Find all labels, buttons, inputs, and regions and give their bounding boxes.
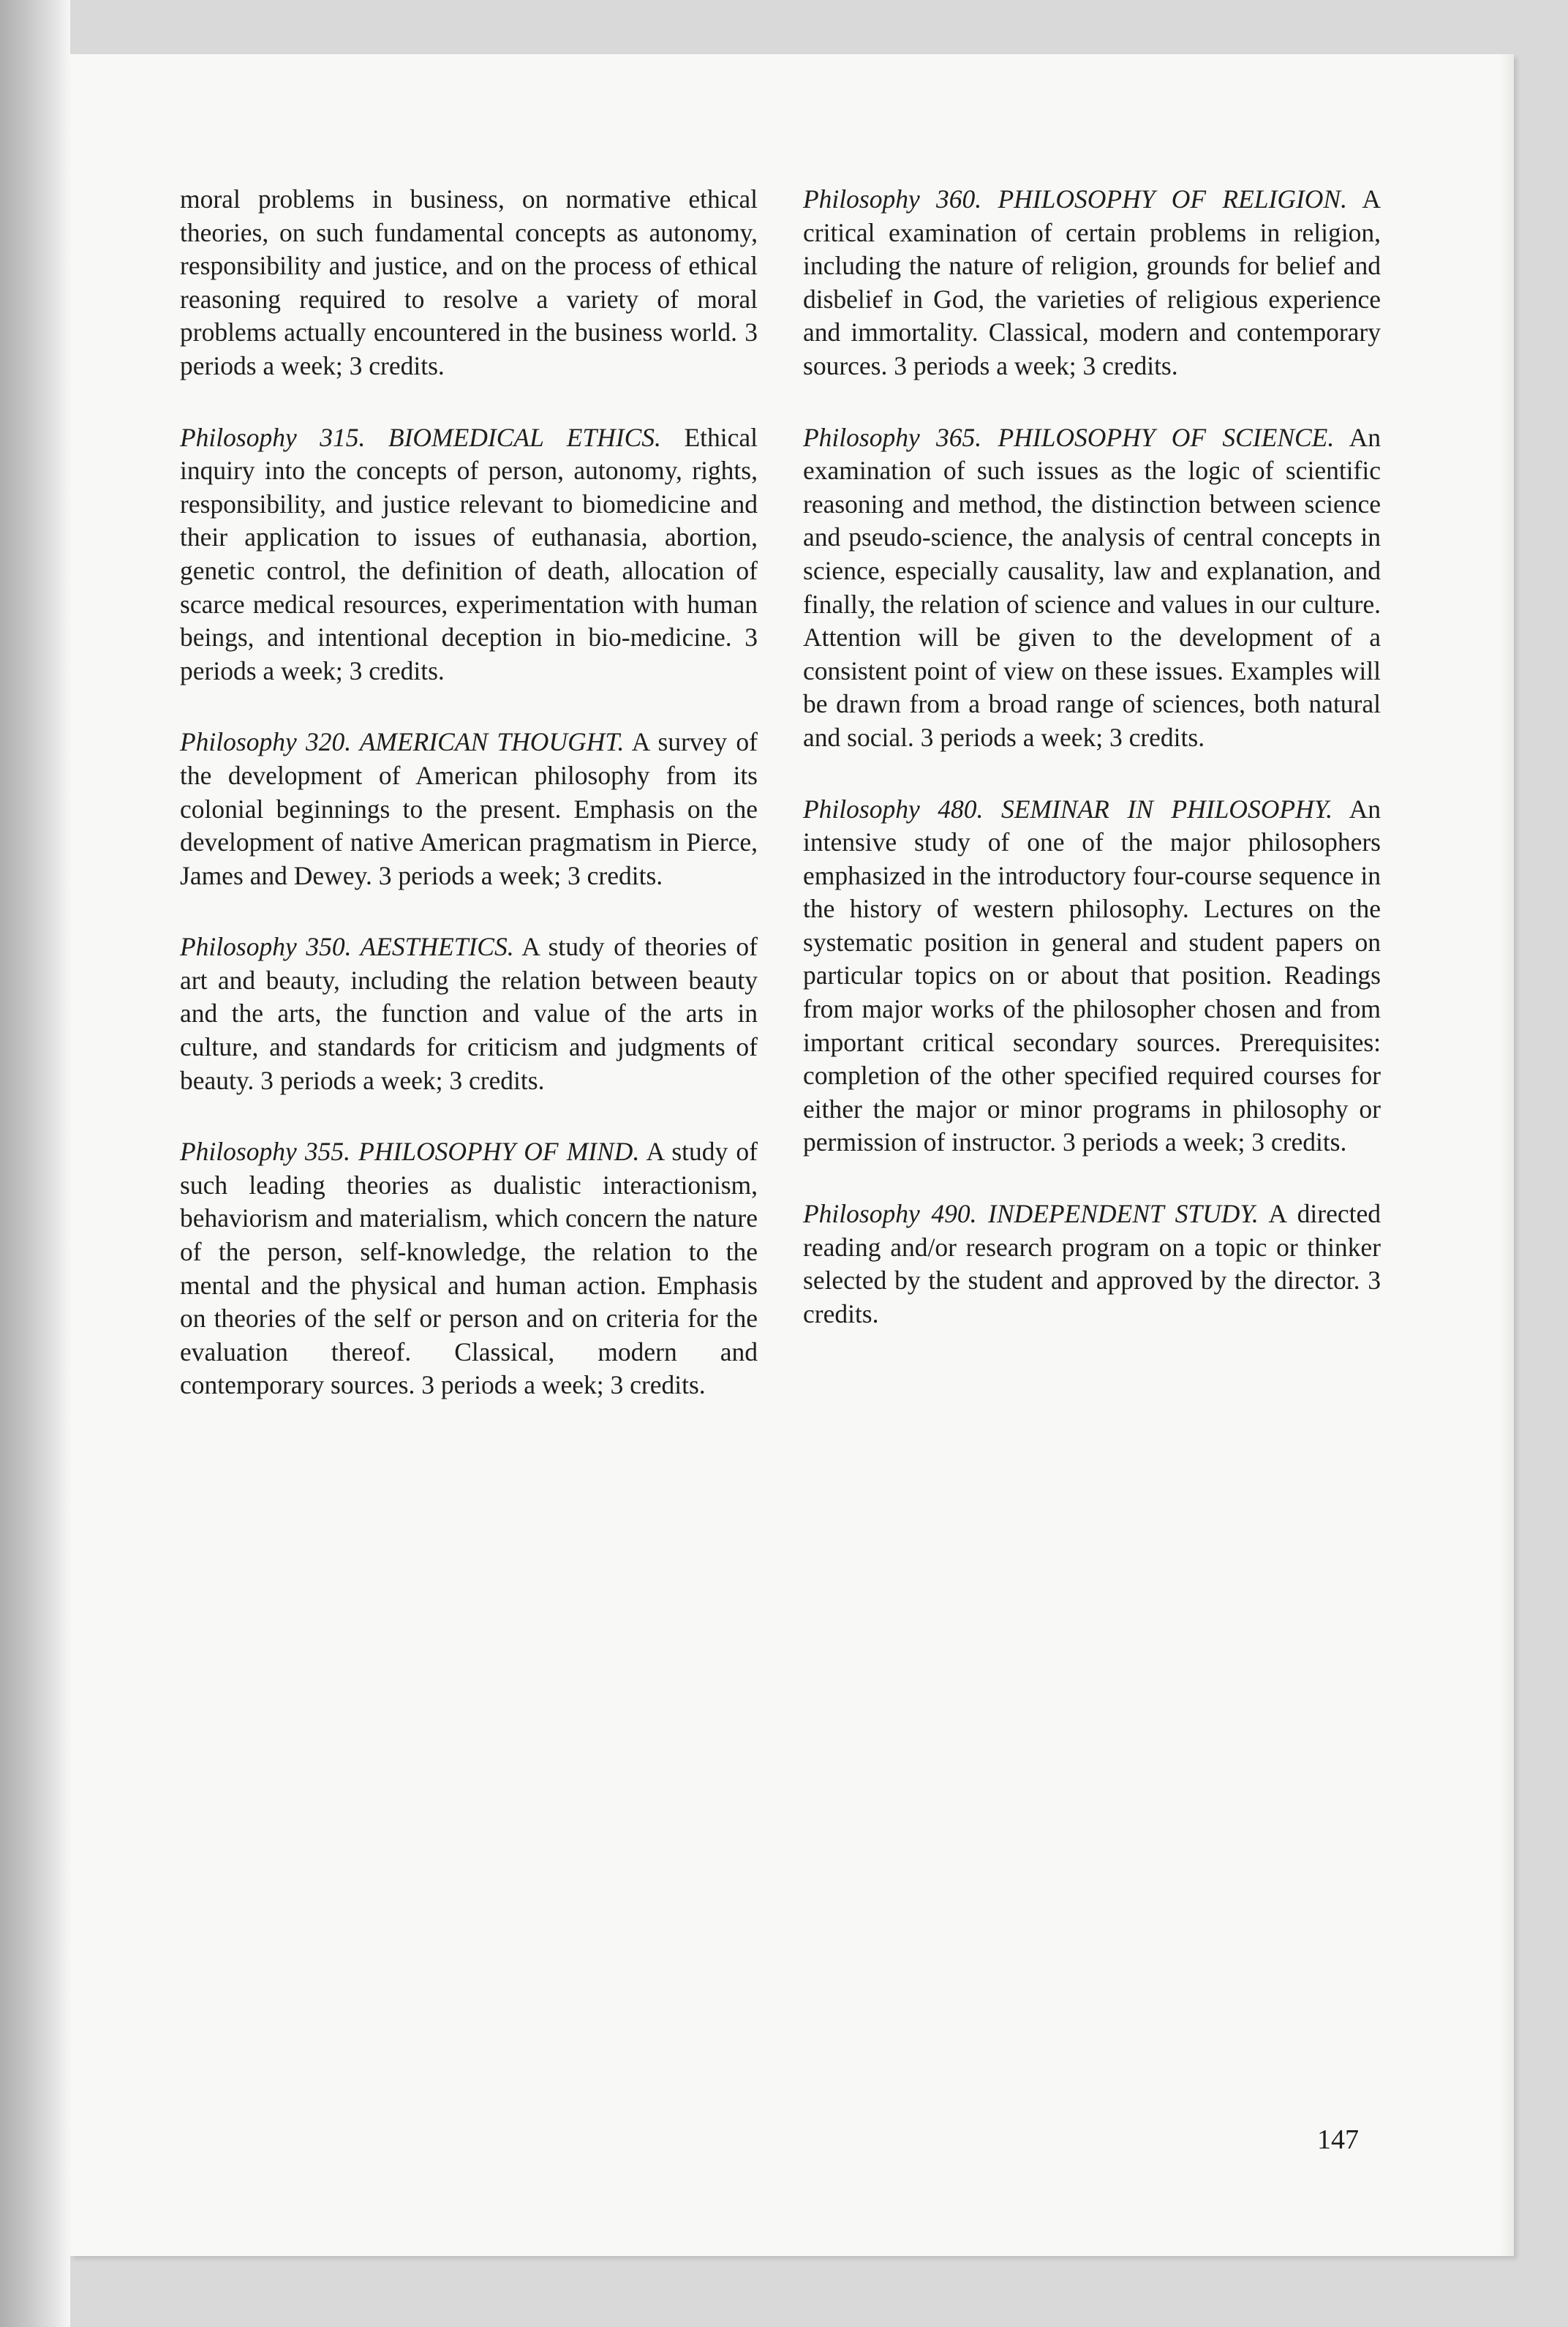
catalog-page (70, 54, 1514, 2256)
course-description: An examination of such issues as the logic of scientific reasoning and method, the distinction between science and pseudo-science, the analysis of central concepts in science, especially causality, law and explanation, and finally, the relation of science and values in our culture. Attention will be given to the development of a consistent point of view on these issues. Examples will be drawn from a broad range of sciences, both natural and social. 3 periods a week; 3 credits. (803, 422, 1381, 752)
course-heading: Philosophy 365. PHILOSOPHY OF SCIENCE. (803, 422, 1335, 452)
course-entry-315 (180, 421, 758, 688)
course-description: moral problems in business, on normative ethical theories, on such fundamental concepts as autonomy, responsibility and justice, and on the process of ethical reasoning required to resolve a variety of moral problems actually encountered in the business world. 3 periods a week; 3 credits. (180, 184, 758, 380)
page-edge (1499, 54, 1514, 2256)
course-entry-continued (180, 183, 758, 383)
course-entry-320 (180, 726, 758, 892)
course-description: A critical examination of certain problems in religion, including the nature of religion, grounds for belief and disbelief in God, the varieties of religious experience and immortality. Classical, modern and contemporary sources. 3 periods a week; 3 credits. (803, 184, 1381, 380)
course-heading: Philosophy 320. AMERICAN THOUGHT. (180, 727, 625, 757)
course-entry-365 (803, 421, 1381, 755)
course-heading: Philosophy 360. PHILOSOPHY OF RELIGION. (803, 184, 1347, 214)
course-entry-360 (803, 183, 1381, 383)
course-description: A study of such leading theories as dualistic interactionism, behaviorism and materialism, which concern the nature of the person, self-knowledge, the relation to the mental and the physical and human action. Emphasis on theories of the self or person and on criteria for the evaluation thereof. Classical, modern and contemporary sources. 3 periods a week; 3 credits. (180, 1137, 758, 1400)
course-heading: Philosophy 355. PHILOSOPHY OF MIND. (180, 1137, 640, 1167)
book-binding-shadow (0, 0, 70, 2327)
course-entry-350 (180, 931, 758, 1097)
course-entry-490 (803, 1198, 1381, 1331)
course-heading: Philosophy 480. SEMINAR IN PHILOSOPHY. (803, 794, 1333, 824)
course-heading: Philosophy 350. AESTHETICS. (180, 932, 514, 962)
course-heading: Philosophy 490. INDEPENDENT STUDY. (803, 1199, 1259, 1229)
left-column (180, 183, 758, 1440)
course-description: Ethical inquiry into the concepts of person, autonomy, rights, responsibility, and justice relevant to biomedicine and their application to issues of euthanasia, abortion, genetic control, the definition of death, allocation of scarce medical resources, experimentation with human beings, and intentional deception in bio-medicine. 3 periods a week; 3 credits. (180, 422, 758, 685)
course-description: An intensive study of one of the major philosophers emphasized in the introductory four-course sequence in the history of western philosophy. Lectures on the systematic position in general and student papers on particular topics on or about that position. Readings from major works of the philosopher chosen and from important critical secondary sources. Prerequisites: completion of the other specified required courses for either the major or minor programs in philosophy or permission of instructor. 3 periods a week; 3 credits. (803, 794, 1381, 1157)
course-description: A study of theories of art and beauty, including the relation between beauty and the arts, the function and value of the arts in culture, and standards for criticism and judgments of beauty. 3 periods a week; 3 credits. (180, 932, 758, 1095)
course-description: A survey of the development of American philosophy from its colonial beginnings to the present. Emphasis on the development of native American pragmatism in Pierce, James and Dewey. 3 periods a week; 3 credits. (180, 727, 758, 890)
page-number: 147 (1317, 2124, 1359, 2155)
course-entry-480 (803, 793, 1381, 1160)
course-entry-355 (180, 1135, 758, 1402)
right-column (803, 183, 1381, 1369)
course-description: A directed reading and/or research program on a topic or thinker selected by the student and approved by the director. 3 credits. (803, 1199, 1381, 1328)
course-heading: Philosophy 315. BIOMEDICAL ETHICS. (180, 422, 661, 452)
